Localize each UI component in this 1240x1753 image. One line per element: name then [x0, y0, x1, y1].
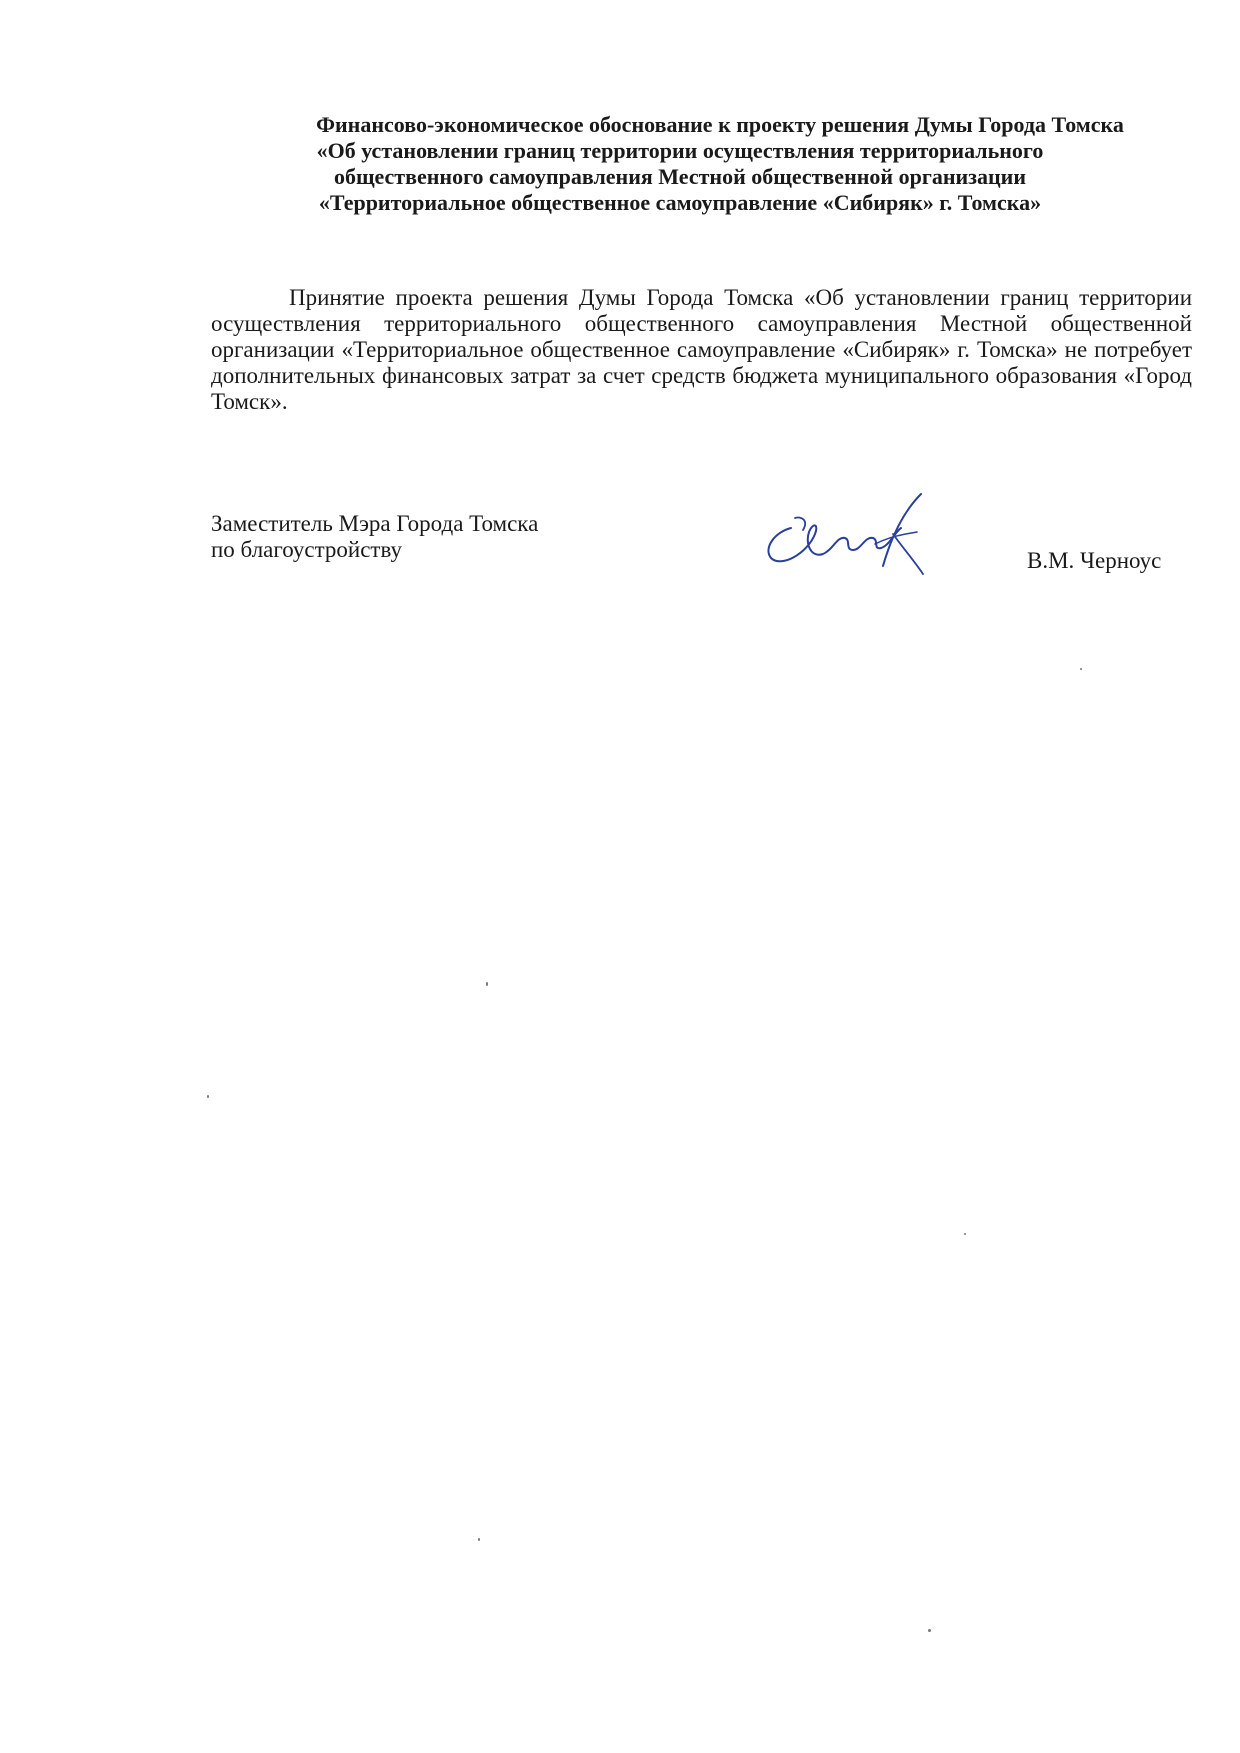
scan-speck [928, 1629, 931, 1632]
title-line-2: «Об установлении границ территории осуществления территориального [316, 138, 1044, 163]
scan-speck [964, 1233, 966, 1235]
handwritten-signature [755, 488, 935, 578]
scan-speck [486, 982, 488, 986]
scan-speck [478, 1538, 480, 1541]
title-line-3: общественного самоуправления Местной общественной организации [333, 164, 1027, 189]
scan-speck [207, 1095, 209, 1098]
title-line-1: Финансово-экономическое обоснование к проекту решения Думы Города Томска [316, 112, 1124, 137]
title-line-4: «Территориальное общественное самоуправление «Сибиряк» г. Томска» [318, 190, 1042, 215]
document-title [180, 112, 1180, 216]
signatory-name: В.М. Черноус [1027, 548, 1162, 573]
signatory-position-line-2: по благоустройству [211, 537, 403, 562]
signatory-position-line-1: Заместитель Мэра Города Томска [211, 511, 539, 536]
scan-speck [1080, 668, 1082, 670]
signatory-position [211, 511, 538, 563]
body-paragraph: Принятие проекта решения Думы Города Томска «Об установлении границ территории осуществления территориального общественного самоуправления Местной общественной организации «Территориальное общественное самоуправление «Сибиряк» г. Томска» не потребует дополнительных финансовых затрат за счет средств бюджета муниципального образования «Город Томск». [211, 285, 1192, 414]
